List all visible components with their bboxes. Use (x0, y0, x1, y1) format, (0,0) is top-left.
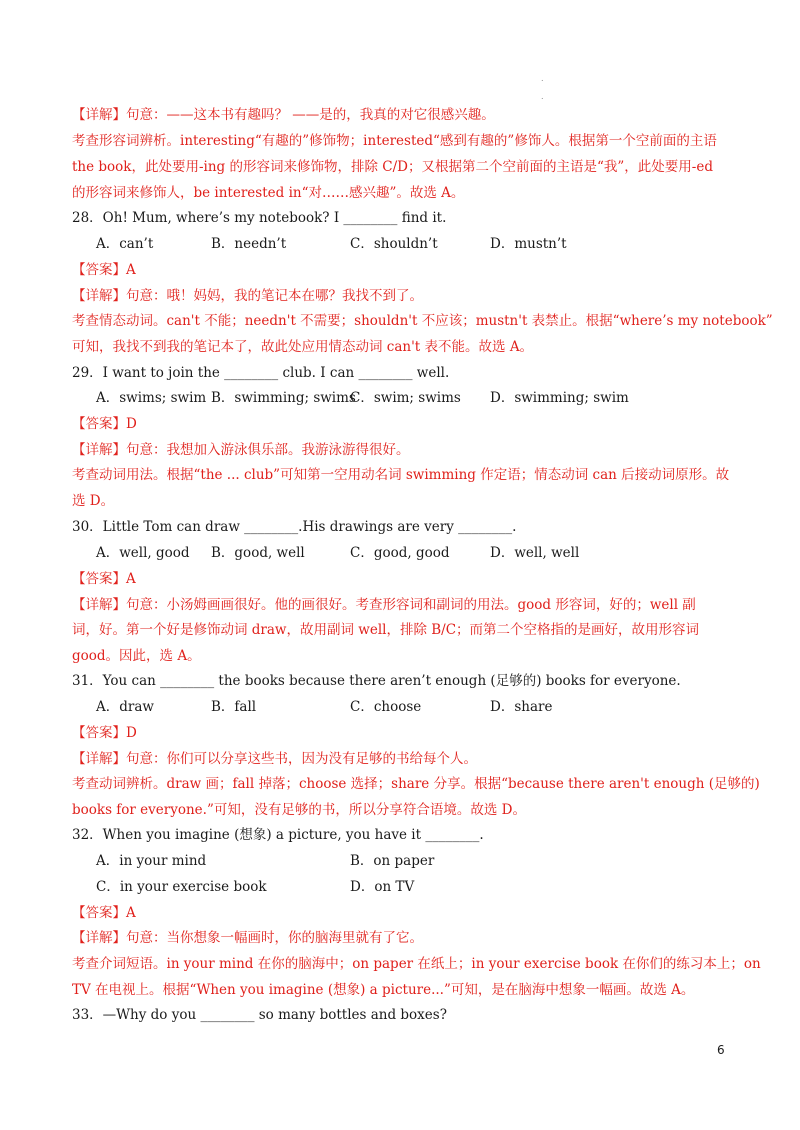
explanation-line: 考查动词用法。根据“the ... club”可知第一空用动名词 swimming 作定语；情态动词 can 后接动词原形。故 (72, 467, 730, 483)
explanation-line: 考查形容词辨析。interesting“有趣的”修饰物；interested“感到有趣的”修饰人。根据第一个空前面的主语 (72, 133, 717, 149)
option-d: D．mustn’t (490, 236, 567, 252)
option-b: B．needn’t (211, 236, 287, 252)
option-d: D．share (490, 699, 553, 715)
option-c: C．good, good (350, 545, 450, 561)
option-c: C．choose (350, 699, 422, 715)
option-b: B．swimming; swims (211, 390, 356, 406)
option-d: D．on TV (350, 879, 415, 895)
explanation-line: 考查情态动词。can't 不能；needn't 不需要；shouldn't 不应该；mustn't 表禁止。根据“where’s my notebook” (72, 313, 773, 329)
explanation-line: 考查介词短语。in your mind 在你的脑海中；on paper 在纸上；in your exercise book 在你们的练习本上；on (72, 956, 761, 972)
explanation-line: 可知，我找不到我的笔记本了，故此处应用情态动词 can't 表不能。故选 A。 (72, 339, 534, 355)
answer-line: 【答案】D (72, 725, 137, 741)
option-b: B．on paper (350, 853, 435, 869)
option-c: C．in your exercise book (96, 879, 267, 895)
option-a: A．swims; swim (96, 390, 207, 406)
detail-line: 【详解】句意：哦！妈妈，我的笔记本在哪？我找不到了。 (72, 288, 423, 304)
option-b: B．fall (211, 699, 257, 715)
detail-line: 【详解】句意：你们可以分享这些书，因为没有足够的书给每个人。 (72, 751, 477, 767)
answer-line: 【答案】A (72, 571, 136, 587)
detail-line: 【详解】句意：——这本书有趣吗？ ——是的，我真的对它很感兴趣。 (72, 107, 495, 123)
question-stem: 31．You can ________ the books because there aren’t enough (足够的) books for everyone. (72, 673, 681, 689)
option-a: A．in your mind (96, 853, 207, 869)
question-stem: 30．Little Tom can draw ________.His drawings are very ________. (72, 519, 517, 535)
explanation-line: 选 D。 (72, 493, 115, 509)
option-c: C．shouldn’t (350, 236, 438, 252)
detail-line: 【详解】句意：当你想象一幅画时，你的脑海里就有了它。 (72, 930, 423, 946)
option-d: D．swimming; swim (490, 390, 629, 406)
option-a: A．can’t (96, 236, 154, 252)
explanation-line: 【详解】句意：小汤姆画画很好。他的画很好。考查形容词和副词的用法。good 形容词，好的；well 副 (72, 597, 696, 613)
answer-line: 【答案】D (72, 416, 137, 432)
detail-line: 【详解】句意：我想加入游泳俱乐部。我游泳游得很好。 (72, 442, 410, 458)
header-dot: . (541, 92, 544, 101)
explanation-line: the book，此处要用-ing 的形容词来修饰物，排除 C/D；又根据第二个空前面的主语是“我”，此处要用-ed (72, 159, 713, 175)
header-dot: . (541, 74, 544, 83)
answer-line: 【答案】A (72, 905, 136, 921)
explanation-line: good。因此，选 A。 (72, 648, 201, 664)
option-a: A．well, good (96, 545, 190, 561)
option-a: A．draw (96, 699, 154, 715)
option-d: D．well, well (490, 545, 580, 561)
answer-line: 【答案】A (72, 262, 136, 278)
explanation-line: 词，好。第一个好是修饰动词 draw，故用副词 well，排除 B/C；而第二个空格指的是画好，故用形容词 (72, 622, 700, 638)
question-stem: 33．—Why do you ________ so many bottles and boxes? (72, 1007, 447, 1023)
option-b: B．good, well (211, 545, 305, 561)
explanation-line: 考查动词辨析。draw 画；fall 掉落；choose 选择；share 分享。根据“because there aren't enough (足够的) (72, 776, 760, 792)
question-stem: 32．When you imagine (想象) a picture, you have it ________. (72, 827, 484, 843)
page-number: 6 (717, 1043, 725, 1057)
explanation-line: books for everyone.”可知，没有足够的书，所以分享符合语境。故选 D。 (72, 802, 526, 818)
explanation-line: TV 在电视上。根据“When you imagine (想象) a picture...”可知，是在脑海中想象一幅画。故选 A。 (72, 982, 695, 998)
option-c: C．swim; swims (350, 390, 461, 406)
explanation-line: 的形容词来修饰人，be interested in“对……感兴趣”。故选 A。 (72, 185, 465, 201)
question-stem: 28．Oh! Mum, where’s my notebook? I ________ find it. (72, 210, 447, 226)
question-stem: 29．I want to join the ________ club. I can ________ well. (72, 365, 450, 381)
